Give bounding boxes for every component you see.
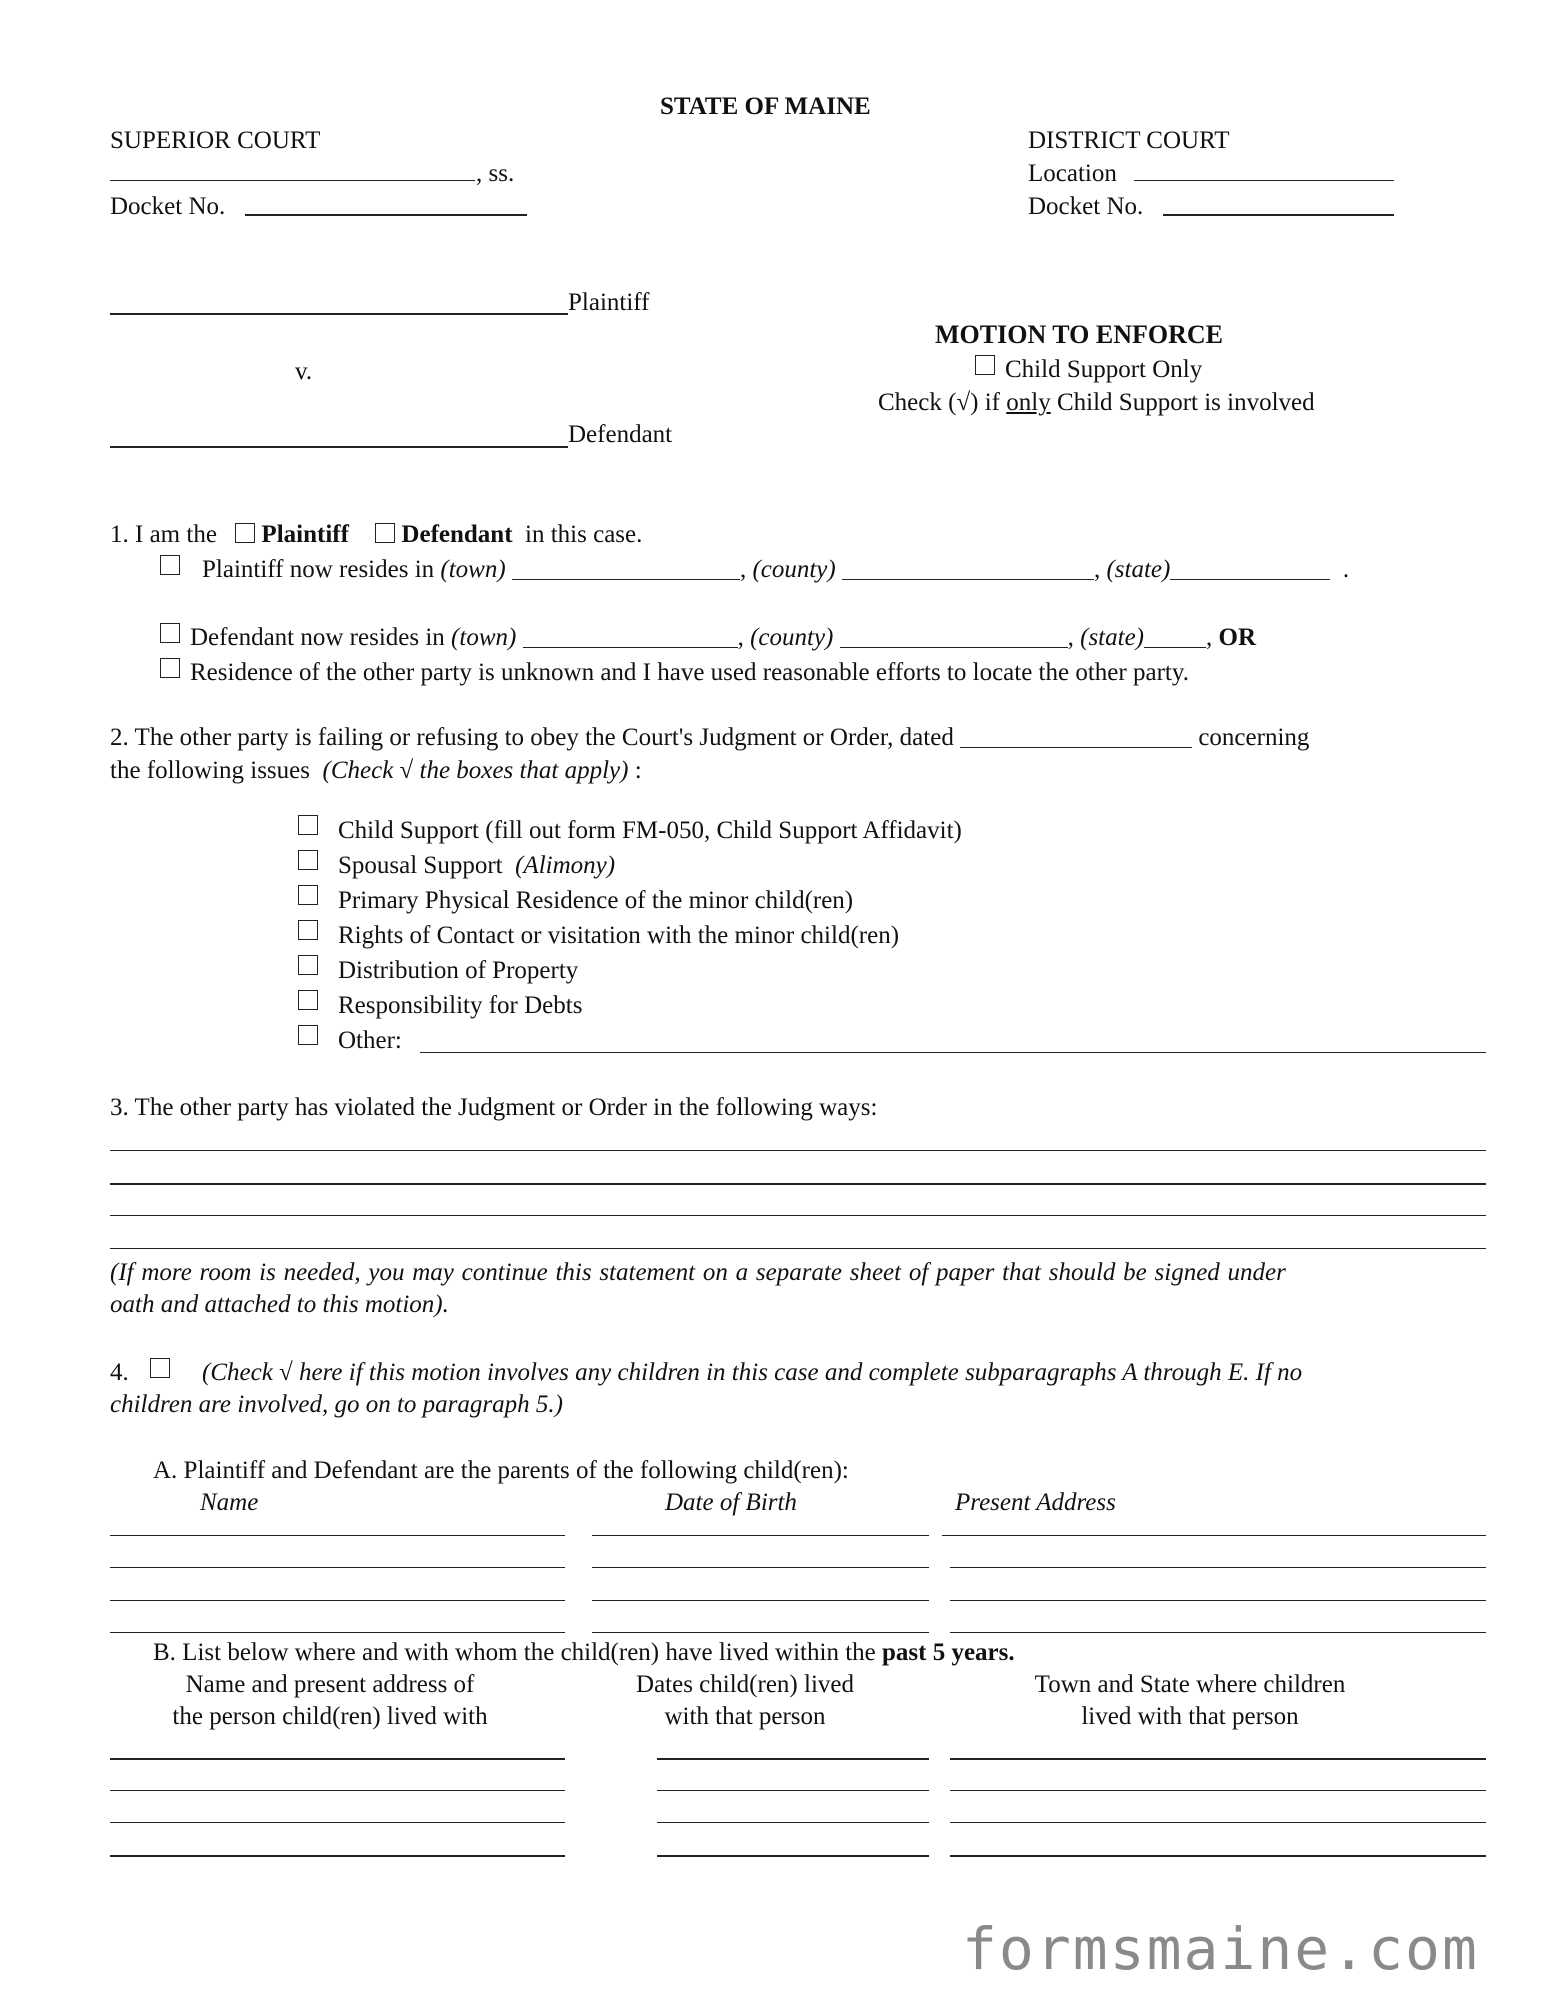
residence-unknown-label: Residence of the other party is unknown and I have used reasonable efforts to locate the other party.	[190, 659, 1189, 686]
i-am-plaintiff-checkbox[interactable]	[235, 523, 255, 543]
location-label: Location	[1028, 160, 1117, 187]
lived-dates-line[interactable]	[657, 1822, 929, 1823]
order-date-blank[interactable]	[960, 747, 1192, 748]
lived-dates-line[interactable]	[657, 1790, 929, 1791]
section4-line2: children are involved, go on to paragraph 5.)	[110, 1391, 563, 1418]
watermark: formsmaine.com	[962, 1915, 1479, 1983]
issue-residence-checkbox[interactable]	[298, 885, 318, 905]
plaintiff-name-blank[interactable]	[110, 313, 568, 315]
section2-line1: 2. The other party is failing or refusing to obey the Court's Judgment or Order, dated concerning	[110, 724, 1310, 751]
defendant-label: Defendant	[568, 421, 673, 448]
lived-dates-line[interactable]	[657, 1855, 929, 1857]
b-col3-header-line2: lived with that person	[1081, 1703, 1299, 1730]
residence-unknown-checkbox[interactable]	[160, 658, 180, 678]
district-court-label: DISTRICT COURT	[1028, 127, 1230, 154]
plaintiff-resides-line: Plaintiff now resides in (town) , (county) , (state) .	[202, 556, 1350, 583]
issue-other-checkbox[interactable]	[298, 1025, 318, 1045]
location-blank[interactable]	[1134, 180, 1394, 181]
section3-note-line2: oath and attached to this motion).	[110, 1291, 449, 1318]
child-address-line[interactable]	[950, 1567, 1486, 1568]
col-name-header: Name	[200, 1489, 259, 1516]
issue-child-support-label: Child Support (fill out form FM-050, Child Support Affidavit)	[338, 817, 962, 844]
docket-label-right: Docket No.	[1028, 193, 1144, 220]
docket-label-left: Docket No.	[110, 193, 226, 220]
issue-spousal-support-checkbox[interactable]	[298, 850, 318, 870]
defendant-county-blank[interactable]	[840, 647, 1068, 648]
child-dob-line[interactable]	[592, 1632, 929, 1633]
b-col2-header-line1: Dates child(ren) lived	[636, 1671, 854, 1698]
lived-with-line[interactable]	[110, 1790, 565, 1791]
section4-line1: (Check √ here if this motion involves any children in this case and complete subparagraphs A through E. If no	[202, 1359, 1303, 1386]
col-address-header: Present Address	[955, 1489, 1116, 1516]
defendant-name-blank[interactable]	[110, 446, 568, 448]
child-address-line[interactable]	[950, 1600, 1486, 1601]
violation-line-2[interactable]	[110, 1183, 1486, 1185]
defendant-state-blank[interactable]	[1144, 647, 1206, 648]
superior-court-label: SUPERIOR COURT	[110, 127, 321, 154]
child-support-only-checkbox[interactable]	[975, 355, 995, 375]
children-involved-checkbox[interactable]	[150, 1358, 170, 1378]
child-dob-line[interactable]	[592, 1535, 929, 1536]
lived-town-line[interactable]	[950, 1790, 1486, 1791]
lived-dates-line[interactable]	[657, 1758, 929, 1760]
state-title: STATE OF MAINE	[660, 93, 871, 120]
b-col3-header-line1: Town and State where children	[1034, 1671, 1346, 1698]
plaintiff-resides-checkbox[interactable]	[160, 555, 180, 575]
ss-label: , ss.	[476, 160, 515, 187]
child-name-line[interactable]	[110, 1600, 565, 1601]
motion-title: MOTION TO ENFORCE	[935, 320, 1223, 349]
i-am-defendant-checkbox[interactable]	[375, 523, 395, 543]
versus-label: v.	[295, 358, 313, 385]
plaintiff-label: Plaintiff	[568, 289, 650, 316]
docket-blank-left[interactable]	[245, 214, 527, 216]
child-address-line[interactable]	[950, 1632, 1486, 1633]
issue-residence-label: Primary Physical Residence of the minor child(ren)	[338, 887, 854, 914]
child-name-line[interactable]	[110, 1535, 565, 1536]
child-dob-line[interactable]	[592, 1600, 929, 1601]
issue-other-label: Other:	[338, 1027, 402, 1054]
lived-town-line[interactable]	[950, 1855, 1486, 1857]
child-name-line[interactable]	[110, 1567, 565, 1568]
b-col1-header-line1: Name and present address of	[185, 1671, 475, 1698]
child-address-line[interactable]	[942, 1535, 1486, 1536]
section4b-text: B. List below where and with whom the child(ren) have lived within the past 5 years.	[153, 1639, 1015, 1666]
issue-debts-checkbox[interactable]	[298, 990, 318, 1010]
defendant-resides-line: Defendant now resides in (town) , (county) , (state) , OR	[190, 624, 1256, 651]
lived-town-line[interactable]	[950, 1758, 1486, 1760]
section3-text: 3. The other party has violated the Judgment or Order in the following ways:	[110, 1094, 878, 1121]
b-col2-header-line2: with that person	[664, 1703, 826, 1730]
issue-child-support-checkbox[interactable]	[298, 815, 318, 835]
defendant-town-blank[interactable]	[523, 647, 738, 648]
county-blank[interactable]	[110, 180, 475, 181]
check-instruction: Check (√) if only Child Support is involved	[878, 389, 1315, 416]
section1-line1: 1. I am the Plaintiff Defendant in this case.	[110, 521, 643, 548]
section4-number: 4.	[110, 1359, 129, 1386]
violation-line-3[interactable]	[110, 1215, 1486, 1216]
child-name-line[interactable]	[110, 1632, 565, 1633]
section4a-text: A. Plaintiff and Defendant are the parents of the following child(ren):	[153, 1457, 849, 1484]
plaintiff-county-blank[interactable]	[842, 579, 1094, 580]
lived-with-line[interactable]	[110, 1855, 565, 1857]
child-support-only-label: Child Support Only	[1005, 356, 1203, 383]
child-dob-line[interactable]	[592, 1567, 929, 1568]
issue-contact-checkbox[interactable]	[298, 920, 318, 940]
lived-with-line[interactable]	[110, 1822, 565, 1823]
issue-property-checkbox[interactable]	[298, 955, 318, 975]
violation-line-1[interactable]	[110, 1150, 1486, 1151]
issue-debts-label: Responsibility for Debts	[338, 992, 583, 1019]
lived-town-line[interactable]	[950, 1822, 1486, 1823]
issue-contact-label: Rights of Contact or visitation with the minor child(ren)	[338, 922, 900, 949]
violation-line-4[interactable]	[110, 1248, 1486, 1249]
plaintiff-town-blank[interactable]	[512, 579, 740, 580]
defendant-resides-checkbox[interactable]	[160, 623, 180, 643]
issue-spousal-support-label: Spousal Support (Alimony)	[338, 852, 616, 879]
lived-with-line[interactable]	[110, 1758, 565, 1760]
b-col1-header-line2: the person child(ren) lived with	[172, 1703, 488, 1730]
issue-property-label: Distribution of Property	[338, 957, 579, 984]
col-dob-header: Date of Birth	[665, 1489, 797, 1516]
issue-other-blank[interactable]	[420, 1052, 1486, 1053]
docket-blank-right[interactable]	[1163, 214, 1394, 216]
section2-line2: the following issues (Check √ the boxes that apply) :	[110, 757, 642, 784]
section3-note-line1: (If more room is needed, you may continue this statement on a separate sheet of paper that should be signed under	[110, 1259, 1286, 1286]
plaintiff-state-blank[interactable]	[1170, 579, 1330, 580]
